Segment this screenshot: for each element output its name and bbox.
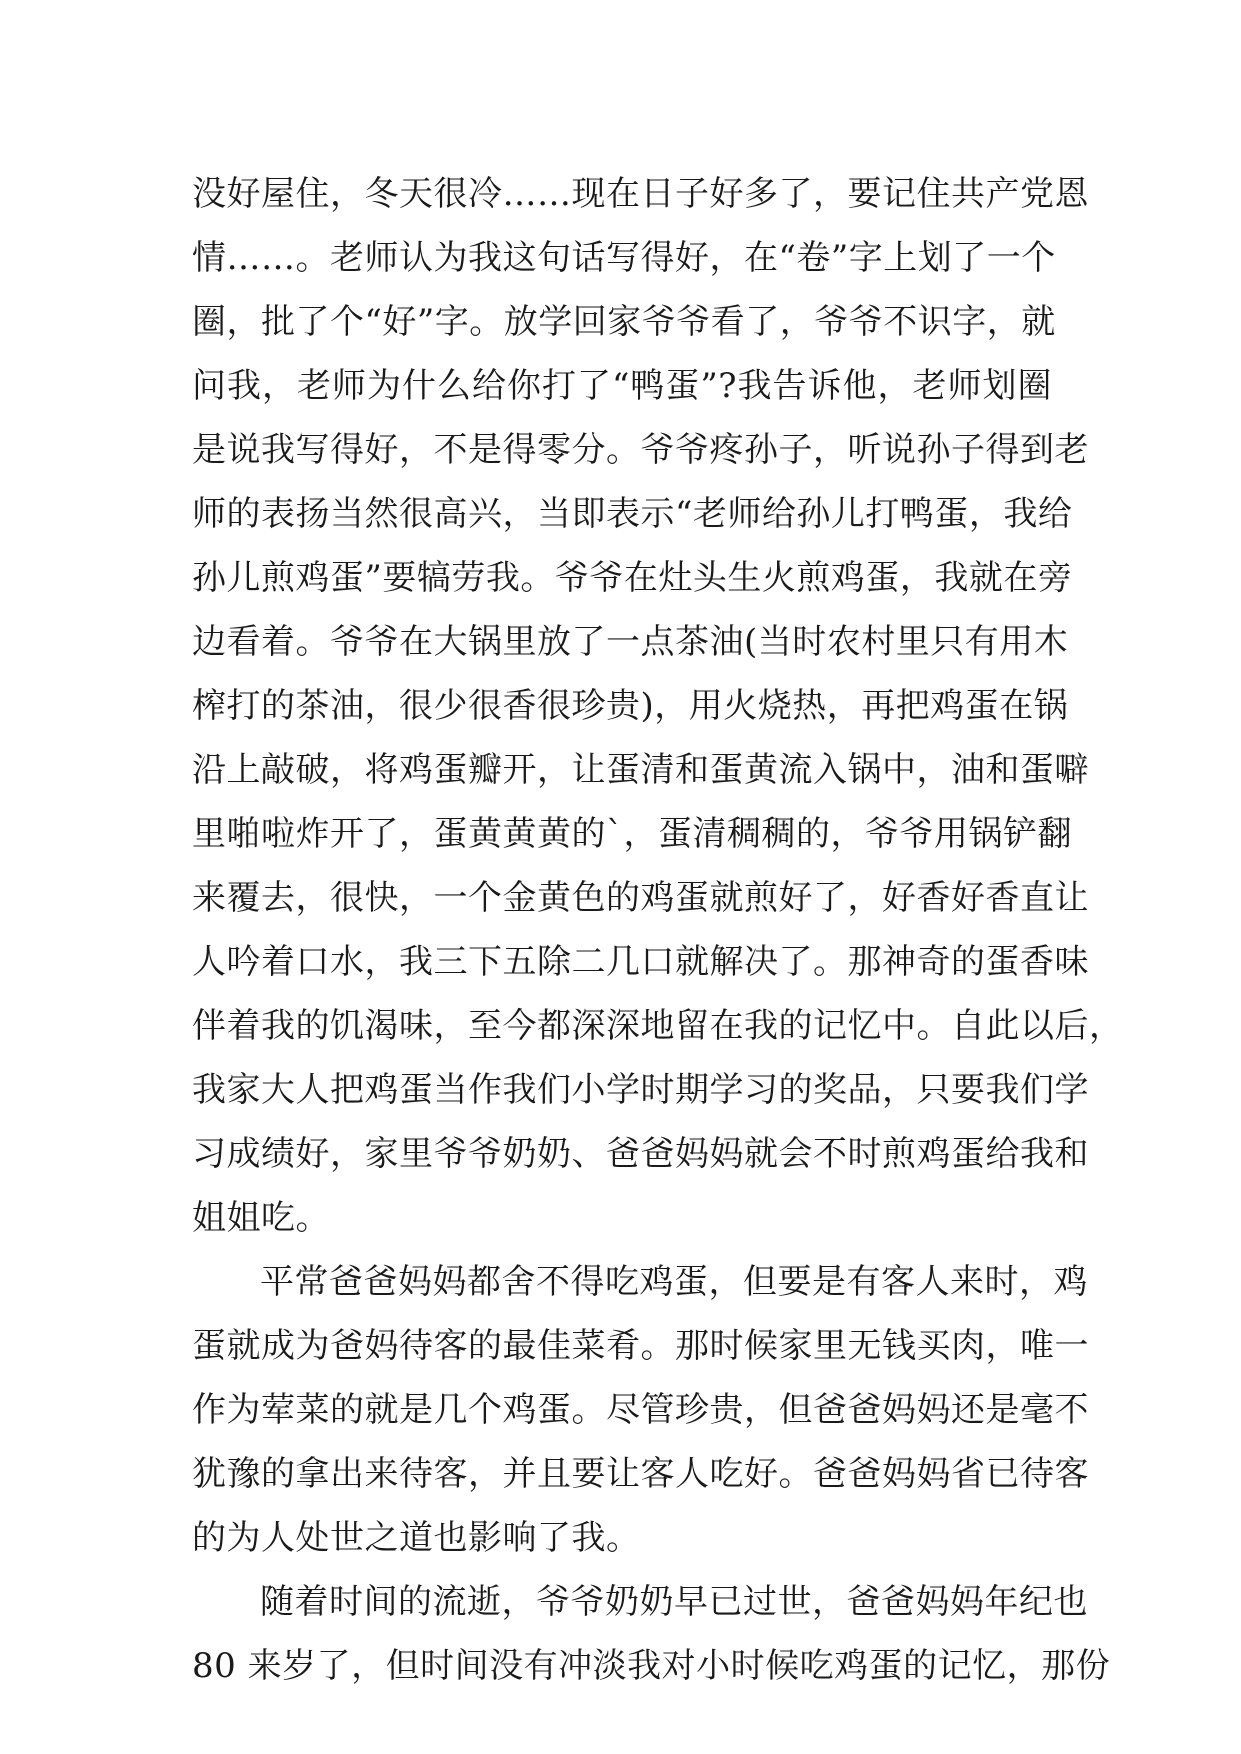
text-line: 姐姐吃。 bbox=[192, 1198, 330, 1238]
text-line: 伴着我的饥渴味，至今都深深地留在我的记忆中。自此以后， bbox=[192, 1006, 1124, 1046]
text-line: 习成绩好，家里爷爷奶奶、爸爸妈妈就会不时煎鸡蛋给我和 bbox=[192, 1134, 1089, 1174]
text-line: 情……。老师认为我这句话写得好，在“卷”字上划了一个 bbox=[192, 238, 1056, 278]
text-line: 随着时间的流逝，爷爷奶奶早已过世，爸爸妈妈年纪也 bbox=[260, 1582, 1088, 1622]
text-line: 我家大人把鸡蛋当作我们小学时期学习的奖品，只要我们学 bbox=[192, 1070, 1089, 1110]
paragraph-3 bbox=[192, 1570, 1111, 1698]
text-line: 问我，老师为什么给你打了“鸭蛋”?我告诉他，老师划圈 bbox=[192, 366, 1052, 406]
text-line: 师的表扬当然很高兴，当即表示“老师给孙儿打鸭蛋，我给 bbox=[192, 494, 1073, 534]
text-line: 来覆去，很快，一个金黄色的鸡蛋就煎好了，好香好香直让 bbox=[192, 878, 1089, 918]
text-line: 圈，批了个“好”字。放学回家爷爷看了，爷爷不识字，就 bbox=[192, 302, 1056, 342]
text-line: 的为人处世之道也影响了我。 bbox=[192, 1518, 641, 1558]
text-line: 80 来岁了，但时间没有冲淡我对小时候吃鸡蛋的记忆，那份 bbox=[192, 1646, 1111, 1686]
text-line: 边看着。爷爷在大锅里放了一点茶油(当时农村里只有用木 bbox=[192, 622, 1069, 662]
text-line: 榨打的茶油，很少很香很珍贵)，用火烧热，再把鸡蛋在锅 bbox=[192, 686, 1069, 726]
text-line: 人吟着口水，我三下五除二几口就解决了。那神奇的蛋香味 bbox=[192, 942, 1089, 982]
text-line: 沿上敲破，将鸡蛋瓣开，让蛋清和蛋黄流入锅中，油和蛋噼 bbox=[192, 750, 1089, 790]
paragraph-1 bbox=[192, 162, 1124, 1250]
text-line: 里啪啦炸开了，蛋黄黄黄的`，蛋清稠稠的，爷爷用锅铲翻 bbox=[192, 814, 1072, 854]
text-line: 平常爸爸妈妈都舍不得吃鸡蛋，但要是有客人来时，鸡 bbox=[260, 1262, 1088, 1302]
text-line: 是说我写得好，不是得零分。爷爷疼孙子，听说孙子得到老 bbox=[192, 430, 1089, 470]
text-line: 孙儿煎鸡蛋”要犒劳我。爷爷在灶头生火煎鸡蛋，我就在旁 bbox=[192, 558, 1073, 598]
paragraph-2 bbox=[192, 1250, 1089, 1570]
body-text bbox=[192, 162, 1124, 1698]
text-line: 没好屋住，冬天很冷……现在日子好多了，要记住共产党恩 bbox=[192, 174, 1089, 214]
text-line: 作为荤菜的就是几个鸡蛋。尽管珍贵，但爸爸妈妈还是毫不 bbox=[192, 1390, 1089, 1430]
text-line: 蛋就成为爸妈待客的最佳菜肴。那时候家里无钱买肉，唯一 bbox=[192, 1326, 1089, 1366]
text-line: 犹豫的拿出来待客，并且要让客人吃好。爸爸妈妈省已待客 bbox=[192, 1454, 1089, 1494]
